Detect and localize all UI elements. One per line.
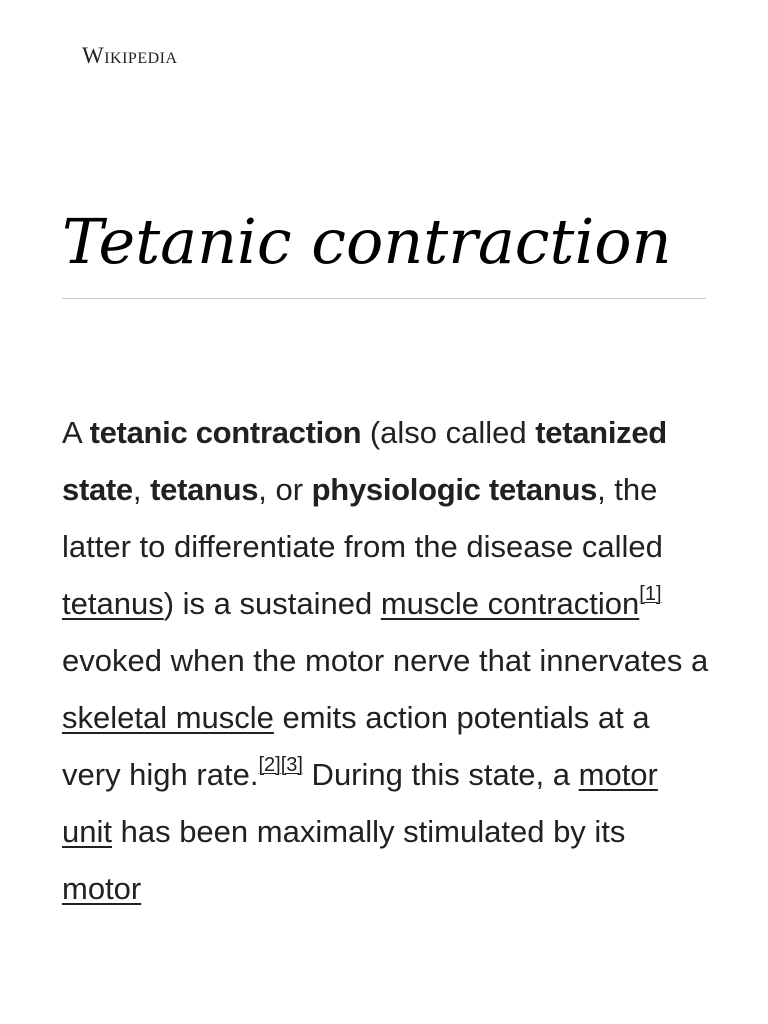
page-title: Tetanic contraction — [62, 205, 672, 278]
reference-1 — [639, 583, 661, 605]
lead-text: has been maximally stimulated by its — [111, 814, 626, 849]
lead-text: , the latter to differentiate from the disease called — [62, 472, 663, 564]
reference-link-2[interactable]: [2] — [258, 754, 281, 776]
lead-text: , — [132, 472, 151, 507]
reference-2 — [258, 754, 280, 776]
link-motor[interactable]: motor — [62, 871, 142, 906]
title-divider — [62, 298, 706, 299]
lead-text: emits action potentials at a very high rate. — [62, 700, 650, 792]
reference-3 — [281, 754, 303, 776]
term-tetanus: tetanus — [150, 472, 259, 507]
lead-text: , or — [258, 472, 312, 507]
lead-paragraph — [62, 404, 712, 917]
link-tetanus[interactable]: tetanus — [62, 586, 164, 621]
term-tetanized-state: tetanized state — [62, 415, 667, 507]
lead-text: (also called — [361, 415, 536, 450]
lead-text: A — [62, 415, 90, 450]
lead-text: evoked when the motor nerve that innervates a — [62, 643, 709, 678]
link-motor-unit[interactable]: motor unit — [62, 757, 658, 849]
lead-text: During this state, a — [302, 757, 579, 792]
term-physiologic-tetanus: physiologic tetanus — [311, 472, 598, 507]
link-skeletal-muscle[interactable]: skeletal muscle — [62, 700, 274, 735]
wikipedia-wordmark[interactable]: Wikipedia — [82, 43, 178, 68]
lead-text: ) is a sustained — [163, 586, 381, 621]
reference-link-1[interactable]: [1] — [639, 583, 662, 605]
reference-link-3[interactable]: [3] — [280, 754, 303, 776]
term-tetanic-contraction: tetanic contraction — [89, 415, 362, 450]
link-muscle-contraction[interactable]: muscle contraction — [380, 586, 640, 621]
